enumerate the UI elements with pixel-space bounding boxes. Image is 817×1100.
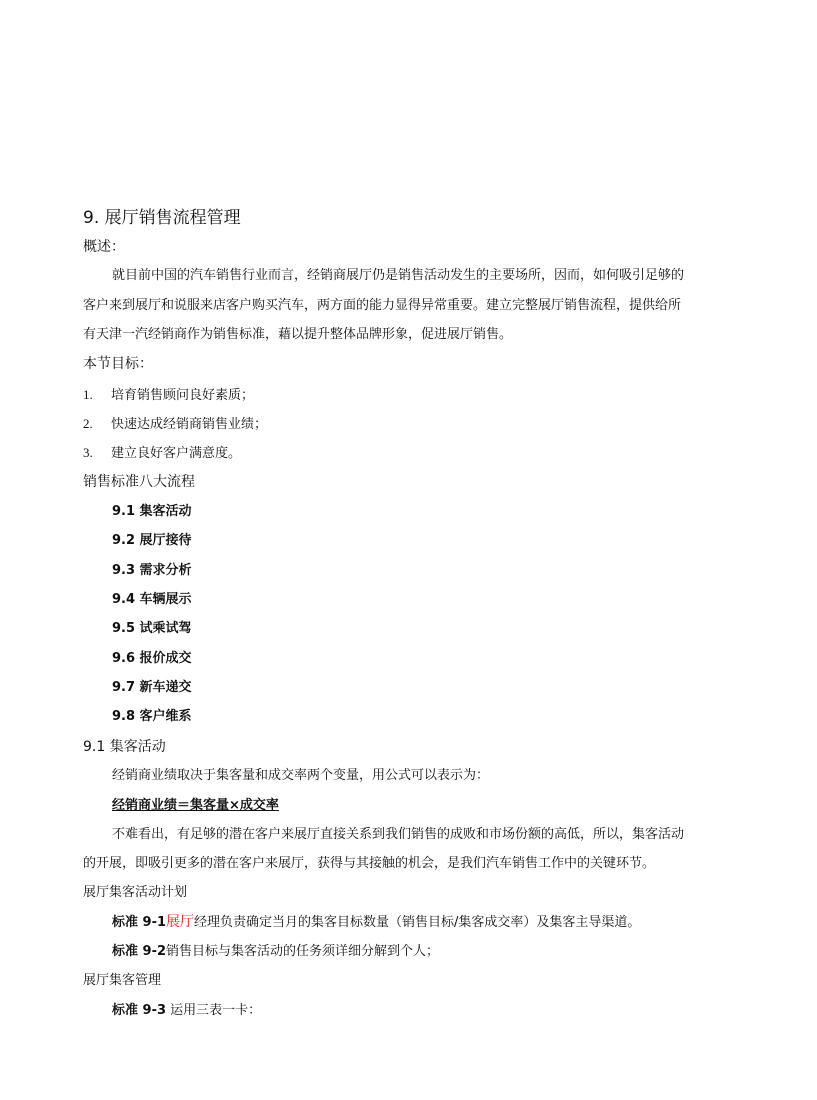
process-item: 9.3 需求分析 — [112, 563, 192, 578]
highlight-text: 展厅 — [166, 914, 195, 930]
section-title: 9. 展厅销售流程管理 — [83, 208, 241, 228]
standard-text: 运用三表一卡： — [166, 1003, 262, 1018]
standard-9-2 — [112, 943, 439, 961]
process-item: 9.7 新车递交 — [112, 680, 192, 695]
standard-9-3 — [112, 1002, 261, 1020]
process-item: 9.8 客户维系 — [112, 709, 192, 724]
standard-9-1 — [112, 913, 640, 932]
goal-number: 2. — [83, 416, 93, 431]
process-item: 9.5 试乘试驾 — [112, 621, 192, 636]
paragraph-line: 不难看出，有足够的潜在客户来展厅直接关系到我们销售的成败和市场份额的高低，所以，集客活动 — [112, 827, 685, 842]
goal-number: 1. — [83, 387, 93, 402]
formula: 经销商业绩＝集客量×成交率 — [112, 798, 279, 813]
standard-label: 标准 9-3 — [112, 1003, 167, 1018]
process-heading: 销售标准八大流程 — [83, 474, 195, 490]
overview-line: 客户来到展厅和说服来店客户购买汽车，两方面的能力显得异常重要。建立完整展厅销售流程，提供给所 — [83, 298, 682, 313]
goal-item — [83, 386, 254, 405]
goal-text: 培育销售顾问良好素质； — [111, 388, 255, 403]
standard-text: 销售目标与集客活动的任务须详细分解到个人； — [166, 944, 440, 959]
goal-item — [83, 415, 267, 434]
goals-heading: 本节目标： — [83, 356, 153, 372]
overview-line: 有天津一汽经销商作为销售标准，藉以提升整体品牌形象，促进展厅销售。 — [83, 327, 513, 342]
overview-heading: 概述： — [83, 239, 125, 255]
process-item: 9.2 展厅接待 — [112, 533, 192, 548]
subsection-title: 9.1 集客活动 — [83, 739, 166, 755]
standard-text: 经理负责确定当月的集客目标数量（销售目标/集客成交率）及集客主导渠道。 — [194, 915, 641, 930]
paragraph-line: 的开展，即吸引更多的潜在客户来展厅，获得与其接触的机会，是我们汽车销售工作中的关键环节。 — [83, 856, 656, 871]
process-item: 9.6 报价成交 — [112, 651, 192, 666]
overview-line: 就目前中国的汽车销售行业而言，经销商展厅仍是销售活动发生的主要场所，因而，如何吸引足够的 — [112, 268, 685, 283]
subsection-intro: 经销商业绩取决于集客量和成交率两个变量，用公式可以表示为： — [112, 768, 490, 783]
standard-label: 标准 9-2 — [112, 944, 167, 959]
process-item: 9.1 集客活动 — [112, 504, 192, 519]
goal-number: 3. — [83, 445, 93, 460]
goal-item — [83, 444, 241, 463]
goal-text: 建立良好客户满意度。 — [111, 446, 242, 461]
process-item: 9.4 车辆展示 — [112, 592, 192, 607]
management-heading: 展厅集客管理 — [83, 973, 162, 988]
standard-label: 标准 9-1 — [112, 915, 167, 930]
goal-text: 快速达成经销商销售业绩； — [111, 417, 268, 432]
plan-heading: 展厅集客活动计划 — [83, 885, 188, 900]
